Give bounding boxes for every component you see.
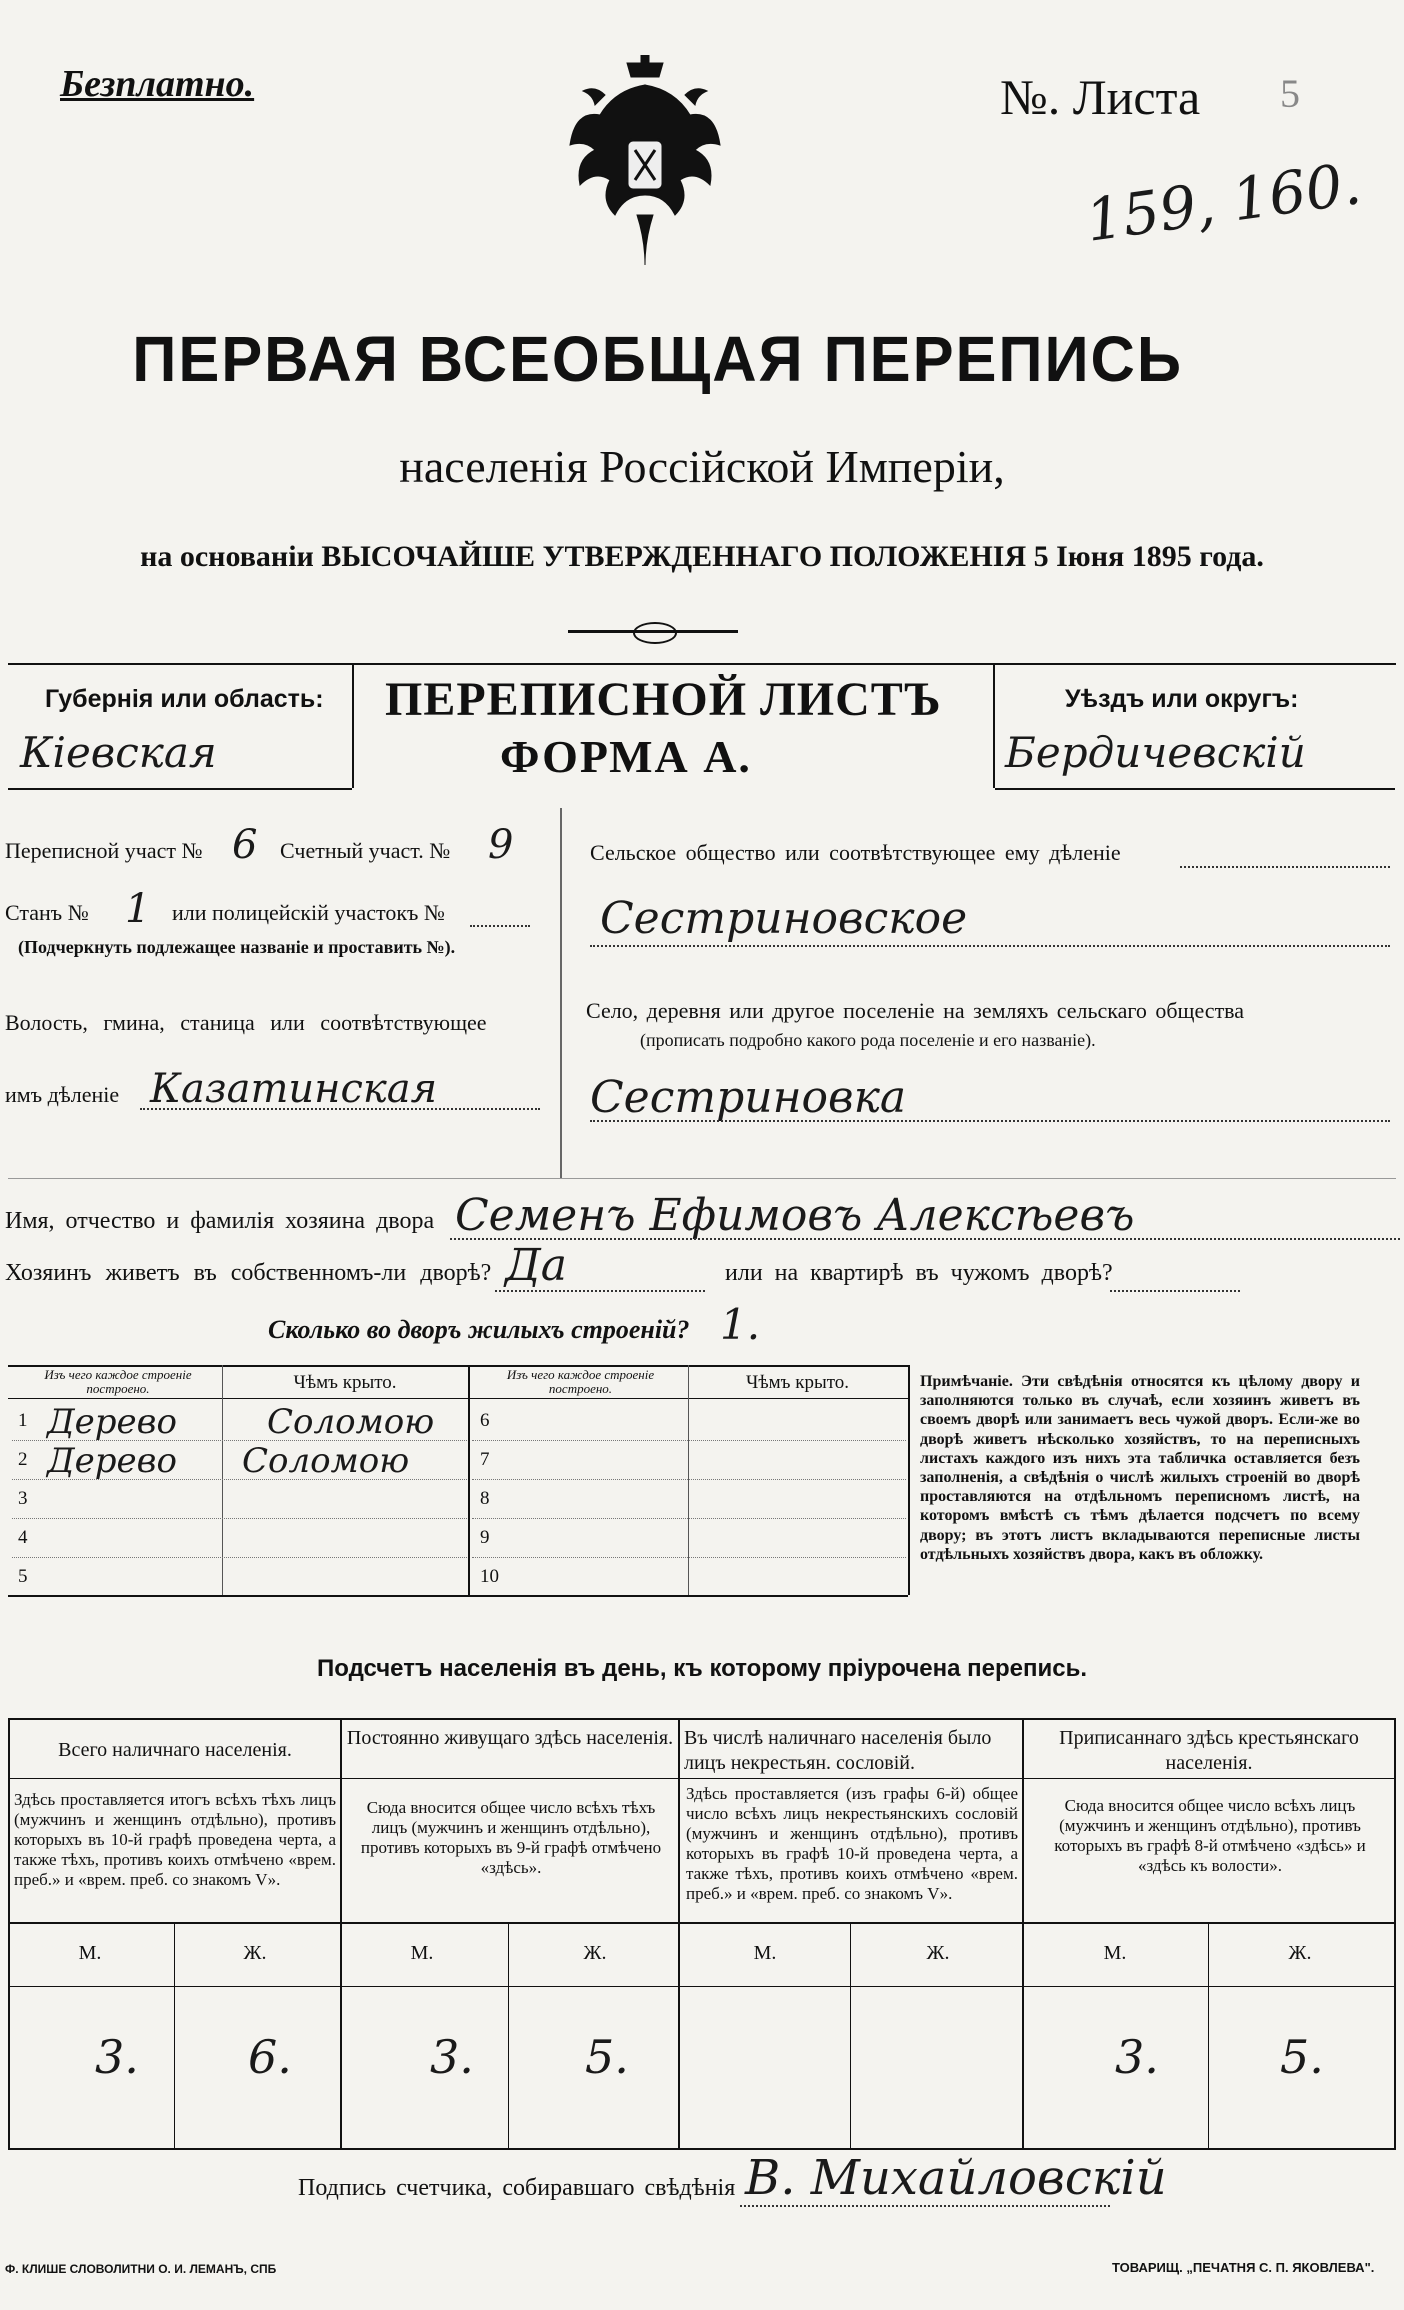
f-label: Ж. (926, 1942, 950, 1964)
signature-label: Подпись счетчика, собиравшаго свѣдѣнія (298, 2175, 736, 2201)
lives-label: Хозяинъ живетъ въ собственномъ-ли дворѣ? (5, 1260, 492, 1286)
lives-label-2: или на квартирѣ въ чужомъ дворѣ? (725, 1260, 1113, 1286)
table-row (12, 1519, 467, 1558)
police-label: или полицейскій участокъ № (172, 900, 445, 925)
form-label: ФОРМА А. (500, 731, 752, 782)
population-heading: Подсчетъ населенія въ день, къ которому пріурочена перепись. (317, 1655, 1087, 1682)
village-label: Село, деревня или другое поселеніе на земляхъ сельскаго общества (586, 998, 1245, 1023)
row-number: 1 (18, 1410, 28, 1431)
volost-value: Казатинская (150, 1066, 438, 1112)
legal-basis: на основаніи ВЫСОЧАЙШЕ УТВЕРЖДЕННАГО ПОЛОЖЕНІЯ 5 Іюня 1895 года. (140, 540, 1264, 573)
printer-right: ТОВАРИЩ. „ПЕЧАТНЯ С. П. ЯКОВЛЕВА". (1112, 2260, 1375, 2275)
row-material: Дерево (47, 1402, 177, 1442)
lives-value: Да (505, 1240, 568, 1291)
free-label: Безплатно. (60, 63, 255, 105)
gubernia-label: Губернія или область: (45, 685, 324, 713)
society-label: Сельское общество или соотвѣтствующее ему дѣленіе (590, 840, 1121, 865)
coat-of-arms-icon (565, 55, 725, 270)
table-row (12, 1402, 467, 1441)
m-label: М. (1103, 1942, 1127, 1964)
buildings-value: 1. (720, 1300, 761, 1349)
census-section-value: 6 (232, 822, 258, 868)
pop-col4-title: Приписаннаго здѣсь крестьянскаго населенія. (1059, 1727, 1359, 1774)
m-label: М. (78, 1942, 102, 1964)
page-title: ПЕРВАЯ ВСЕОБЩАЯ ПЕРЕПИСЬ (132, 323, 1183, 395)
society-value: Сестриновское (600, 893, 968, 944)
col-roof-header-left: Чѣмъ крыто. (293, 1372, 397, 1393)
table-row (472, 1480, 906, 1519)
pop-col4-m: 3. (1115, 2030, 1159, 2084)
owner-name-label: Имя, отчество и фамилія хозяина двора (5, 1208, 435, 1234)
f-label: Ж. (243, 1942, 267, 1964)
col-material-header-left: Изъ чего каждое строеніе построено. (44, 1367, 192, 1397)
pop-col4-desc: Сюда вносится общее число всѣхъ лицъ (мужчинъ и женщинъ отдѣльно), противъ которыхъ въ графѣ 8-й отмѣчено «здѣсь» и «здѣсь къ волости». (1054, 1796, 1366, 1876)
census-section-label: Переписной участ (5, 838, 176, 863)
row-number: 3 (18, 1488, 28, 1509)
row-roof: Соломою (267, 1402, 435, 1442)
table-row (472, 1519, 906, 1558)
row-number: 9 (480, 1527, 490, 1548)
sheet-number-value: 159, 160. (1081, 149, 1366, 255)
printer-left: Ф. КЛИШЕ СЛОВОЛИТНИ О. И. ЛЕМАНЪ, СПБ (5, 2262, 277, 2276)
volost-label: Волость, гмина, станица или соотвѣтствующее (5, 1010, 487, 1035)
table-row (472, 1441, 906, 1480)
village-value: Сестриновка (590, 1072, 907, 1123)
underline-note: (Подчеркнуть подлежащее названіе и проставить №). (18, 937, 456, 957)
row-number: 7 (480, 1449, 490, 1470)
row-roof: Соломою (242, 1441, 410, 1481)
pop-col1-desc: Здѣсь проставляется итогъ всѣхъ тѣхъ лицъ (мужчинъ и женщинъ отдѣльно), противъ которыхъ въ 10-й графѣ проведена черта, а также тѣхъ, противъ коихъ отмѣчено «врем. преб.» и «врем. преб. со знакомъ V». (14, 1790, 336, 1890)
pop-col2-f: 5. (585, 2030, 629, 2084)
row-number: 6 (480, 1410, 490, 1431)
village-note: (прописать подробно какого рода поселеніе и его названіе). (640, 1030, 1096, 1050)
ornament-center (633, 622, 677, 644)
row-material: Дерево (47, 1441, 177, 1481)
page-subtitle: населенія Россійской Имперіи, (399, 441, 1005, 492)
table-row (12, 1441, 467, 1480)
row-number: 2 (18, 1449, 28, 1470)
sheet-number-label: №. Листа (1000, 69, 1201, 125)
count-section-no: № (429, 838, 451, 863)
pop-col1-m: 3. (95, 2030, 139, 2084)
row-number: 10 (480, 1566, 499, 1587)
buildings-note: Примѣчаніе. Эти свѣдѣнія относятся къ цѣлому двору и заполняются только въ случаѣ, если хозяинъ живетъ въ своемъ дворѣ или занимаетъ весь чужой дворъ. Если-же во дворѣ живетъ нѣсколько хозяйствъ, то на переписныхъ листахъ каждого изъ нихъ эта табличка оставляется безъ заполненія, а свѣдѣнія о числѣ жилыхъ строеній во дворѣ проставляются на отдѣльномъ переписномъ листѣ, на которомъ вмѣстѣ съ тѣмъ дѣлается подсчетъ по всему двору; въ этотъ листъ вкладываются переписные листы отдѣльныхъ хозяйствъ двора, какъ въ обложку. (920, 1373, 1360, 1563)
buildings-label: Сколько во дворъ жилыхъ строеній? (268, 1315, 690, 1344)
m-label: М. (410, 1942, 434, 1964)
pop-col2-m: 3. (430, 2030, 474, 2084)
pop-col2-title: Постоянно живущаго здѣсь населенія. (346, 1727, 674, 1749)
volost-label-2: имъ дѣленіе (5, 1082, 120, 1107)
census-section-no: № (181, 838, 203, 863)
sheet-number-corner: 5 (1280, 71, 1300, 116)
sheet-title: ПЕРЕПИСНОЙ ЛИСТЪ (385, 673, 942, 726)
table-row (472, 1402, 906, 1441)
uezd-label: Уѣздъ или округъ: (1065, 685, 1299, 713)
stan-no: № (67, 900, 89, 925)
row-number: 5 (18, 1566, 28, 1587)
count-section-value: 9 (488, 822, 514, 868)
table-row (12, 1480, 467, 1519)
col-material-header-right: Изъ чего каждое строеніе построено. (506, 1367, 655, 1397)
pop-col1-title: Всего наличнаго населенія. (58, 1739, 292, 1761)
owner-name-value: Семенъ Ефимовъ Алексѣевъ (455, 1190, 1135, 1241)
row-number: 4 (18, 1527, 28, 1548)
gubernia-value: Кіевская (20, 728, 217, 777)
f-label: Ж. (1288, 1942, 1312, 1964)
pop-col3-desc: Здѣсь проставляется (изъ графы 6-й) общее число всѣхъ лицъ некрестьянскихъ сословій (мужчинъ и женщинъ отдѣльно), противъ которыхъ въ графѣ 10-й проведена черта, а также тѣхъ, противъ коихъ отмѣчено «врем. преб.» и «врем. преб. со знакомъ V». (686, 1784, 1018, 1904)
signature-value: В. Михайловскій (745, 2150, 1167, 2206)
stan-value: 1 (125, 886, 151, 932)
table-row (12, 1558, 467, 1596)
pop-col4-f: 5. (1280, 2030, 1324, 2084)
count-section-label: Счетный участ. (280, 838, 424, 863)
table-row (472, 1558, 906, 1596)
m-label: М. (753, 1942, 777, 1964)
pop-col3-title: Въ числѣ наличнаго населенія было лицъ некрестьян. сословій. (684, 1727, 992, 1774)
pop-col2-desc: Сюда вносится общее число всѣхъ тѣхъ лицъ (мужчинъ и женщинъ отдѣльно), противъ которыхъ въ 9-й графѣ отмѣчено «здѣсь». (360, 1798, 662, 1878)
pop-col1-f: 6. (248, 2030, 292, 2084)
row-number: 8 (480, 1488, 490, 1509)
uezd-value: Бердичевскій (1005, 728, 1306, 777)
col-roof-header-right: Чѣмъ крыто. (745, 1372, 850, 1393)
stan-label: Станъ (5, 900, 63, 925)
f-label: Ж. (583, 1942, 607, 1964)
